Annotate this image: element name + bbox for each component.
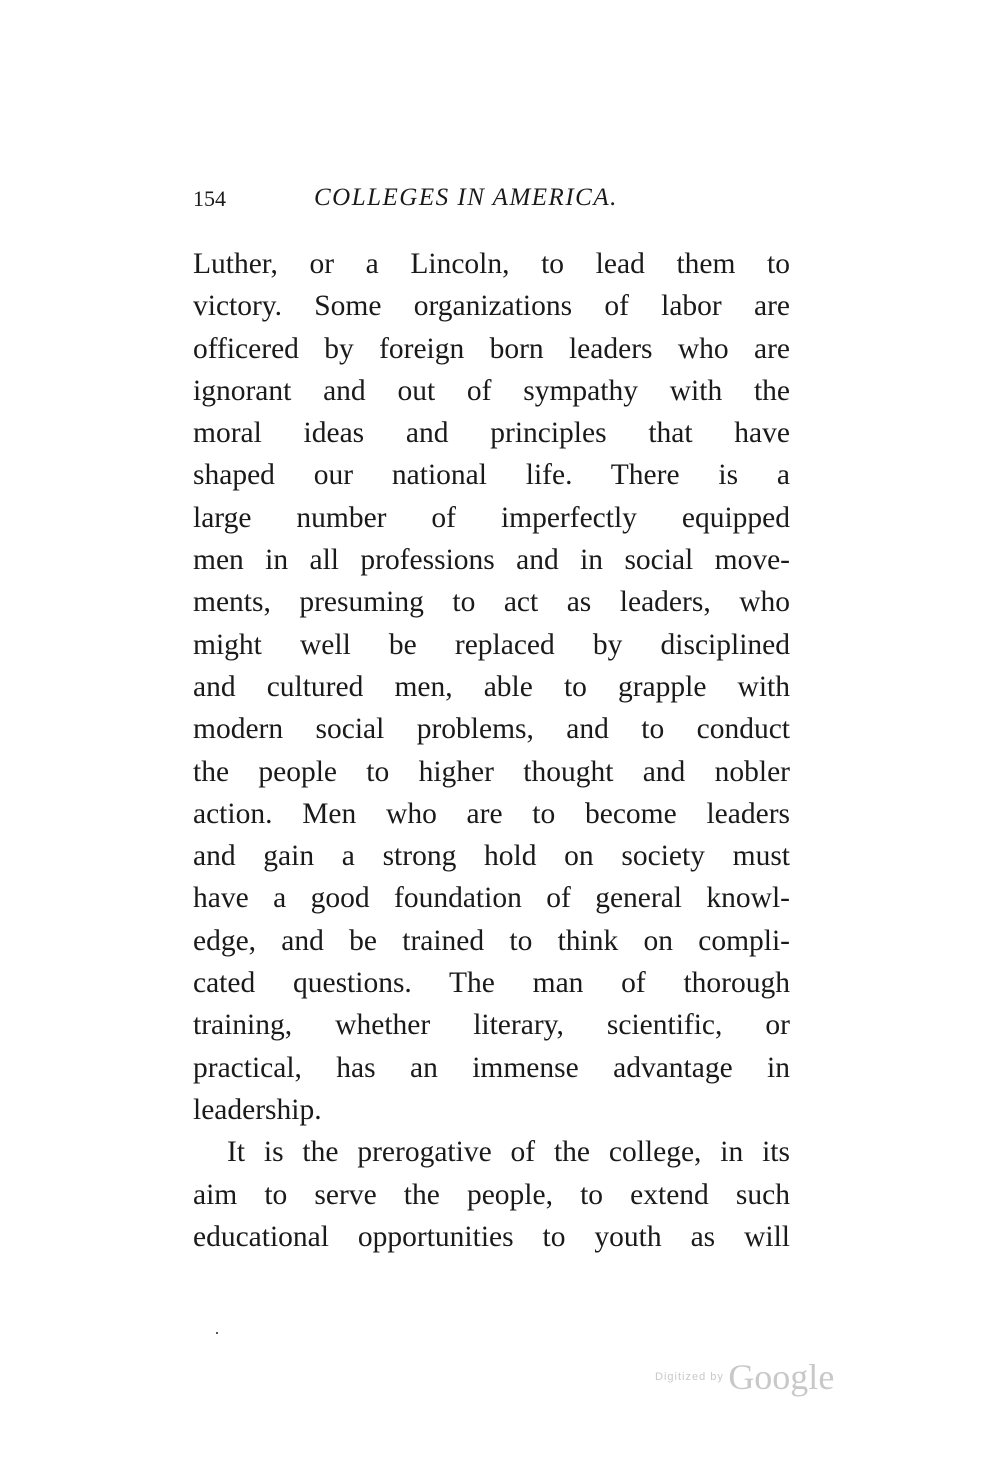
watermark-brand: Google	[728, 1357, 835, 1397]
text-line: It is the prerogative of the college, in its	[227, 1136, 790, 1169]
text-line: leadership.	[193, 1093, 322, 1126]
text-line: have a good foundation of general knowl-	[193, 882, 790, 915]
text-line: modern social problems, and to conduct	[193, 713, 790, 746]
scan-speck	[216, 1332, 218, 1334]
text-line: Luther, or a Lincoln, to lead them to	[193, 248, 790, 280]
text-line: cated questions. The man of thorough	[193, 967, 790, 1000]
page-number: 154	[193, 186, 226, 211]
watermark-prefix: Digitized by	[655, 1371, 724, 1383]
text-line: and gain a strong hold on society must	[193, 840, 790, 873]
text-line: officered by foreign born leaders who are	[193, 332, 790, 365]
text-line: edge, and be trained to think on compli-	[193, 924, 790, 957]
text-line: ments, presuming to act as leaders, who	[193, 586, 790, 619]
running-title: COLLEGES IN AMERICA.	[314, 184, 618, 211]
text-line: victory. Some organizations of labor are	[193, 290, 790, 323]
text-line: moral ideas and principles that have	[193, 417, 790, 450]
text-line: shaped our national life. There is a	[193, 459, 790, 492]
text-line: might well be replaced by disciplined	[193, 628, 790, 661]
text-line: educational opportunities to youth as will	[193, 1220, 790, 1253]
text-line: training, whether literary, scientific, or	[193, 1009, 790, 1042]
text-line: large number of imperfectly equipped	[193, 501, 790, 534]
text-line: and cultured men, able to grapple with	[193, 670, 790, 703]
body-text	[193, 243, 790, 1258]
text-line: ignorant and out of sympathy with the	[193, 374, 790, 407]
text-line: men in all professions and in social move-	[193, 544, 790, 577]
text-line: action. Men who are to become leaders	[193, 797, 790, 830]
text-line: aim to serve the people, to extend such	[193, 1178, 790, 1211]
text-line: practical, has an immense advantage in	[193, 1051, 790, 1084]
text-line: the people to higher thought and nobler	[193, 755, 790, 788]
digitized-by-google-watermark	[655, 1356, 834, 1398]
